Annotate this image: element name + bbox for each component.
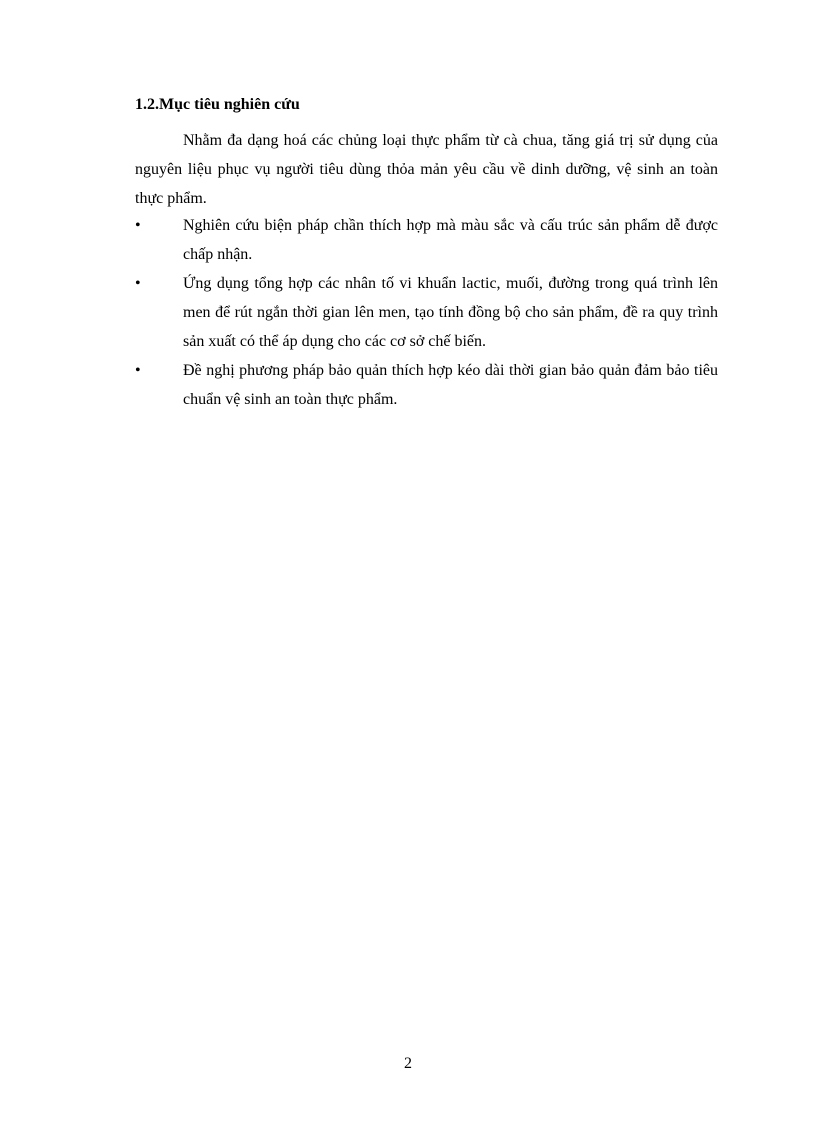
list-item-text: Nghiên cứu biện pháp chần thích hợp mà màu sắc và cấu trúc sản phẩm dễ được chấp nhận. (183, 217, 718, 263)
objectives-list (135, 211, 718, 414)
bullet-icon: • (135, 275, 141, 292)
list-item (135, 269, 718, 356)
section-heading: 1.2.Mục tiêu nghiên cứu (135, 96, 300, 113)
list-item-text: Đề nghị phương pháp bảo quản thích hợp kéo dài thời gian bảo quản đảm bảo tiêu chuẩn vệ sinh an toàn thực phẩm. (183, 362, 718, 408)
list-item-text: Ứng dụng tổng hợp các nhân tố vi khuẩn lactic, muối, đường trong quá trình lên men để rút ngắn thời gian lên men, tạo tính đồng bộ cho sản phẩm, đề ra quy trình sản xuất có thể áp dụng cho các cơ sở chế biến. (183, 275, 718, 350)
bullet-icon: • (135, 217, 141, 234)
list-item (135, 356, 718, 414)
intro-paragraph: Nhằm đa dạng hoá các chủng loại thực phẩm từ cà chua, tăng giá trị sử dụng của nguyên liệu phục vụ người tiêu dùng thỏa mản yêu cầu về dinh dưỡng, vệ sinh an toàn thực phẩm. (135, 132, 718, 207)
page-number: 2 (404, 1055, 412, 1072)
list-item (135, 211, 718, 269)
bullet-icon: • (135, 362, 141, 379)
